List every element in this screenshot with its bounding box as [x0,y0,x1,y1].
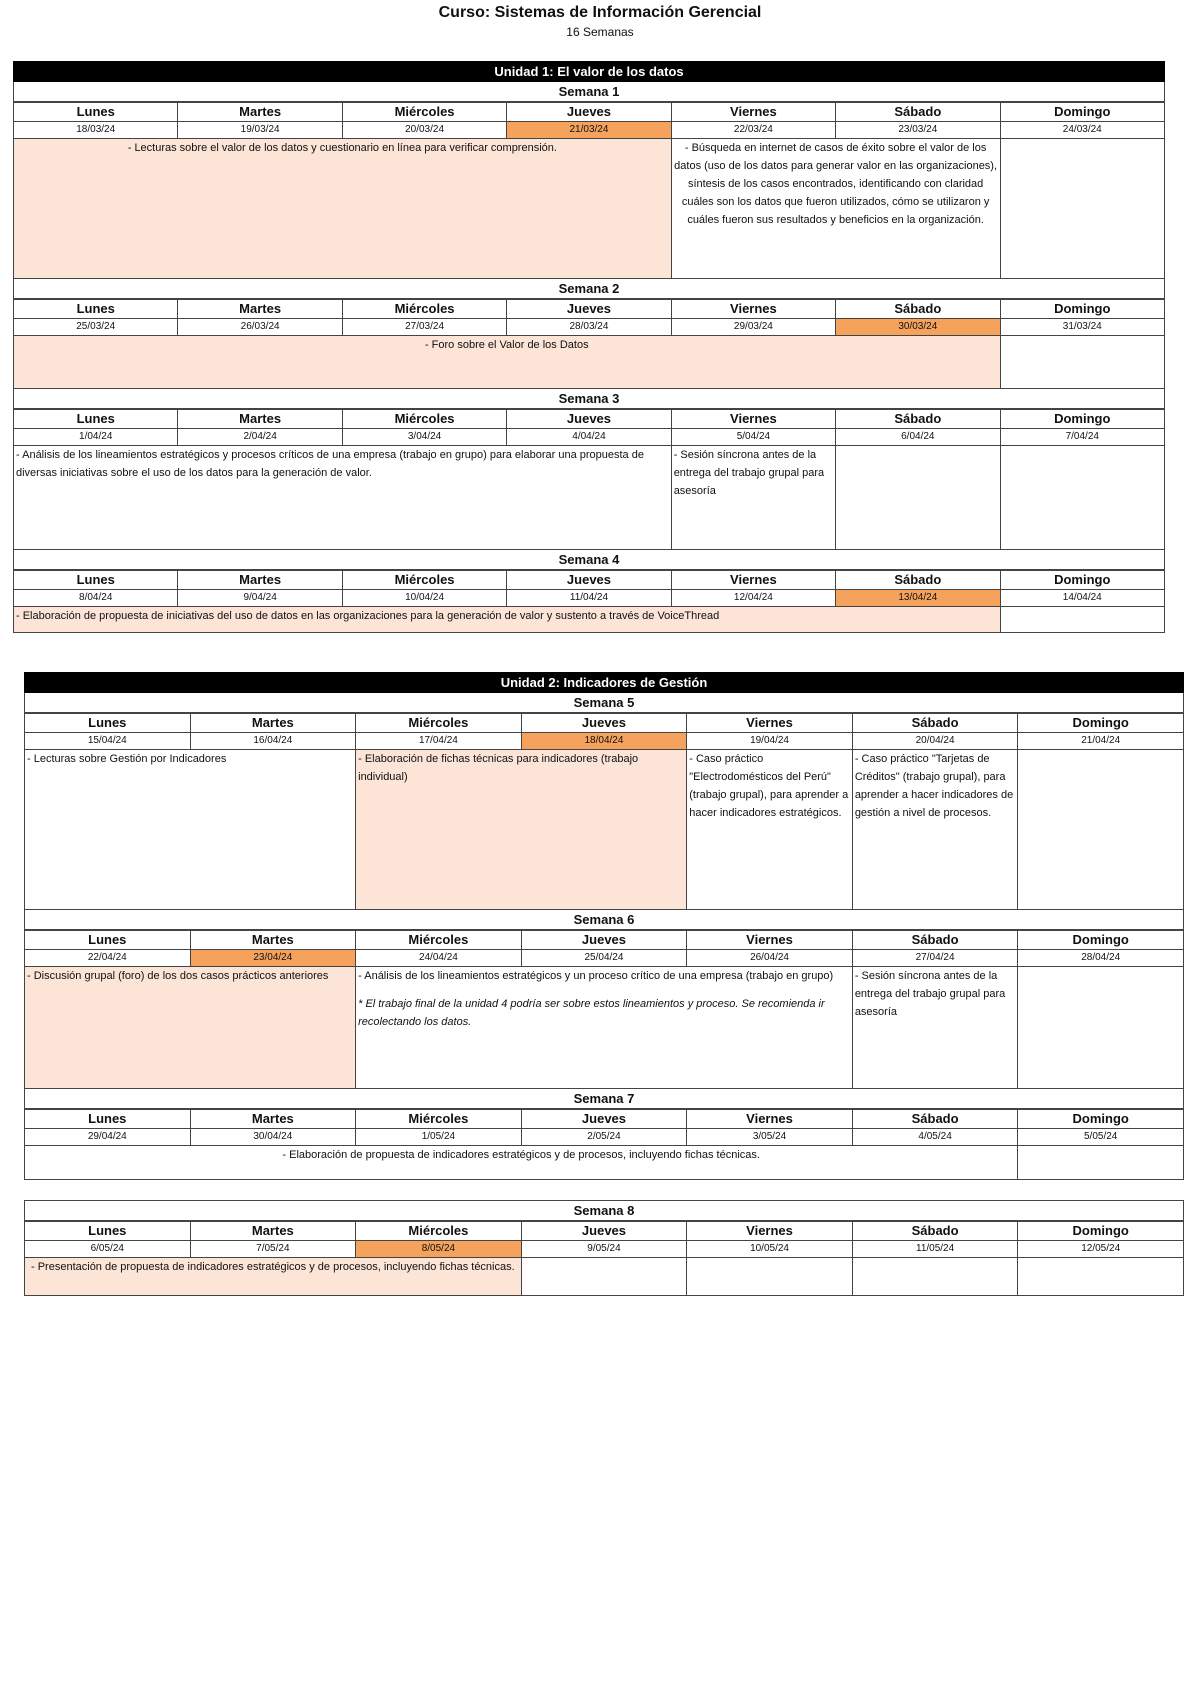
day-header: Viernes [671,103,835,122]
activity-cell: - Sesión síncrona antes de la entrega del trabajo grupal para asesoría [671,446,835,550]
week-8-table [24,1221,1184,1296]
week-1-table [13,102,1165,279]
day-header: Domingo [1000,300,1164,319]
date-cell: 26/04/24 [687,950,853,967]
date-cell: 5/04/24 [671,429,835,446]
day-header: Domingo [1000,410,1164,429]
week-3-table [13,409,1165,550]
day-header: Viernes [671,410,835,429]
date-cell: 25/04/24 [521,950,687,967]
empty-cell [1018,1146,1184,1180]
date-cell: 22/04/24 [25,950,191,967]
date-cell: 27/04/24 [852,950,1018,967]
day-header: Sábado [836,300,1000,319]
date-cell: 10/05/24 [687,1241,853,1258]
date-cell: 29/04/24 [25,1129,191,1146]
date-cell: 4/05/24 [852,1129,1018,1146]
day-header: Domingo [1018,931,1184,950]
day-header: Sábado [852,1222,1018,1241]
date-cell: 3/04/24 [342,429,506,446]
day-header: Miércoles [342,410,506,429]
activity-cell: - Foro sobre el Valor de los Datos [14,336,1001,389]
day-header: Miércoles [356,714,522,733]
date-cell: 7/05/24 [190,1241,356,1258]
week-1-label: Semana 1 [13,82,1165,102]
day-header: Miércoles [342,300,506,319]
day-header: Lunes [25,1110,191,1129]
date-cell: 24/04/24 [356,950,522,967]
week-4-table [13,570,1165,633]
day-header: Domingo [1000,571,1164,590]
day-header: Martes [190,714,356,733]
day-header: Martes [178,410,342,429]
day-header: Jueves [507,571,671,590]
week-2-label: Semana 2 [13,279,1165,299]
empty-cell [521,1258,687,1296]
date-cell: 10/04/24 [342,590,506,607]
week-4-label: Semana 4 [13,550,1165,570]
week-6-label: Semana 6 [24,910,1184,930]
week-7-table [24,1109,1184,1180]
activity-cell: - Caso práctico "Tarjetas de Créditos" (trabajo grupal), para aprender a hacer indicadores de gestión a nivel de procesos. [852,750,1018,910]
date-cell: 23/03/24 [836,122,1000,139]
day-header: Lunes [25,714,191,733]
date-cell: 29/03/24 [671,319,835,336]
due-date-cell: 21/03/24 [507,122,671,139]
date-cell: 11/04/24 [507,590,671,607]
day-header: Jueves [507,300,671,319]
date-cell: 6/05/24 [25,1241,191,1258]
day-header: Domingo [1000,103,1164,122]
date-cell: 2/04/24 [178,429,342,446]
day-header: Martes [190,1110,356,1129]
week-5-label: Semana 5 [24,693,1184,713]
day-header: Miércoles [342,103,506,122]
day-header: Martes [178,103,342,122]
date-cell: 28/04/24 [1018,950,1184,967]
activity-cell: - Caso práctico "Electrodomésticos del Perú" (trabajo grupal), para aprender a hacer indicadores estratégicos. [687,750,853,910]
empty-cell [1018,1258,1184,1296]
date-cell: 1/04/24 [14,429,178,446]
week-5-table [24,713,1184,910]
activity-cell: - Sesión síncrona antes de la entrega del trabajo grupal para asesoría [852,967,1018,1089]
activity-cell: - Lecturas sobre Gestión por Indicadores [25,750,356,910]
day-header: Viernes [687,931,853,950]
date-cell: 15/04/24 [25,733,191,750]
day-header: Jueves [521,1222,687,1241]
day-header: Viernes [687,714,853,733]
date-cell: 30/04/24 [190,1129,356,1146]
due-date-cell: 13/04/24 [836,590,1000,607]
date-cell: 12/05/24 [1018,1241,1184,1258]
week-8-label: Semana 8 [24,1200,1184,1221]
date-cell: 22/03/24 [671,122,835,139]
day-header: Viernes [671,300,835,319]
day-header: Miércoles [356,931,522,950]
date-cell: 2/05/24 [521,1129,687,1146]
date-cell: 17/04/24 [356,733,522,750]
activity-cell: - Búsqueda en internet de casos de éxito sobre el valor de los datos (uso de los datos para generar valor en las organizaciones), síntesis de los casos encontrados, identificando con claridad cuáles son los datos que fueron utilizados, cómo se utilizaron y cuáles fueron sus resultados y beneficios en la organización. [671,139,1000,279]
activity-cell: - Análisis de los lineamientos estratégicos y procesos críticos de una empresa (trabajo en grupo) para elaborar una propuesta de diversas iniciativas sobre el uso de los datos para la generación de valor. [14,446,672,550]
date-cell: 25/03/24 [14,319,178,336]
activity-cell: - Elaboración de propuesta de indicadores estratégicos y de procesos, incluyendo fichas técnicas. [25,1146,1018,1180]
day-header: Miércoles [356,1110,522,1129]
date-cell: 4/04/24 [507,429,671,446]
day-header: Lunes [25,931,191,950]
date-cell: 9/04/24 [178,590,342,607]
date-cell: 14/04/24 [1000,590,1164,607]
due-date-cell: 18/04/24 [521,733,687,750]
day-header: Martes [178,571,342,590]
week-7-label: Semana 7 [24,1089,1184,1109]
due-date-cell: 8/05/24 [356,1241,522,1258]
day-header: Jueves [521,1110,687,1129]
unit-1-section [13,61,1165,633]
day-header: Miércoles [356,1222,522,1241]
date-cell: 26/03/24 [178,319,342,336]
date-cell: 1/05/24 [356,1129,522,1146]
week-3-label: Semana 3 [13,389,1165,409]
day-header: Lunes [14,410,178,429]
day-header: Martes [178,300,342,319]
activity-cell: - Elaboración de fichas técnicas para indicadores (trabajo individual) [356,750,687,910]
unit-1-title: Unidad 1: El valor de los datos [13,61,1165,82]
activity-cell: - Presentación de propuesta de indicadores estratégicos y de procesos, incluyendo fichas técnicas. [25,1258,522,1296]
day-header: Sábado [852,1110,1018,1129]
date-cell: 3/05/24 [687,1129,853,1146]
activity-note: * El trabajo final de la unidad 4 podría ser sobre estos lineamientos y proceso. Se recomienda ir recolectando los datos. [358,998,825,1028]
activity-cell [356,967,853,1089]
date-cell: 24/03/24 [1000,122,1164,139]
day-header: Viernes [687,1222,853,1241]
date-cell: 7/04/24 [1000,429,1164,446]
week-6-table [24,930,1184,1089]
date-cell: 19/04/24 [687,733,853,750]
day-header: Viernes [687,1110,853,1129]
day-header: Jueves [521,714,687,733]
date-cell: 31/03/24 [1000,319,1164,336]
date-cell: 5/05/24 [1018,1129,1184,1146]
day-header: Lunes [25,1222,191,1241]
day-header: Jueves [521,931,687,950]
date-cell: 19/03/24 [178,122,342,139]
date-cell: 18/03/24 [14,122,178,139]
date-cell: 11/05/24 [852,1241,1018,1258]
course-subtitle: 16 Semanas [566,25,634,39]
day-header: Miércoles [342,571,506,590]
empty-cell [1000,139,1164,279]
activity-cell: - Elaboración de propuesta de iniciativas del uso de datos en las organizaciones para la generación de valor y sustento a través de VoiceThread [14,607,1001,633]
day-header: Sábado [852,714,1018,733]
empty-cell [1000,336,1164,389]
date-cell: 20/03/24 [342,122,506,139]
document-header [0,0,1200,39]
day-header: Lunes [14,571,178,590]
day-header: Martes [190,1222,356,1241]
day-header: Viernes [671,571,835,590]
empty-cell [1000,446,1164,550]
empty-cell [1018,750,1184,910]
day-header: Sábado [836,103,1000,122]
empty-cell [687,1258,853,1296]
empty-cell [1000,607,1164,633]
week-2-table [13,299,1165,389]
day-header: Sábado [836,410,1000,429]
date-cell: 12/04/24 [671,590,835,607]
due-date-cell: 30/03/24 [836,319,1000,336]
activity-text: - Análisis de los lineamientos estratégicos y un proceso crítico de una empresa (trabajo en grupo) [358,970,834,982]
date-cell: 9/05/24 [521,1241,687,1258]
date-cell: 27/03/24 [342,319,506,336]
empty-cell [852,1258,1018,1296]
empty-cell [836,446,1000,550]
date-cell: 6/04/24 [836,429,1000,446]
course-title: Curso: Sistemas de Información Gerencial [438,4,762,21]
empty-cell [1018,967,1184,1089]
date-cell: 21/04/24 [1018,733,1184,750]
date-cell: 20/04/24 [852,733,1018,750]
day-header: Domingo [1018,1110,1184,1129]
activity-cell: - Lecturas sobre el valor de los datos y cuestionario en línea para verificar comprensión. [14,139,672,279]
day-header: Sábado [836,571,1000,590]
day-header: Jueves [507,103,671,122]
due-date-cell: 23/04/24 [190,950,356,967]
unit-2-section [24,672,1184,1296]
unit-2-title: Unidad 2: Indicadores de Gestión [24,672,1184,693]
activity-cell: - Discusión grupal (foro) de los dos casos prácticos anteriores [25,967,356,1089]
day-header: Domingo [1018,1222,1184,1241]
day-header: Lunes [14,103,178,122]
day-header: Martes [190,931,356,950]
day-header: Sábado [852,931,1018,950]
day-header: Jueves [507,410,671,429]
date-cell: 28/03/24 [507,319,671,336]
date-cell: 8/04/24 [14,590,178,607]
day-header: Domingo [1018,714,1184,733]
date-cell: 16/04/24 [190,733,356,750]
day-header: Lunes [14,300,178,319]
